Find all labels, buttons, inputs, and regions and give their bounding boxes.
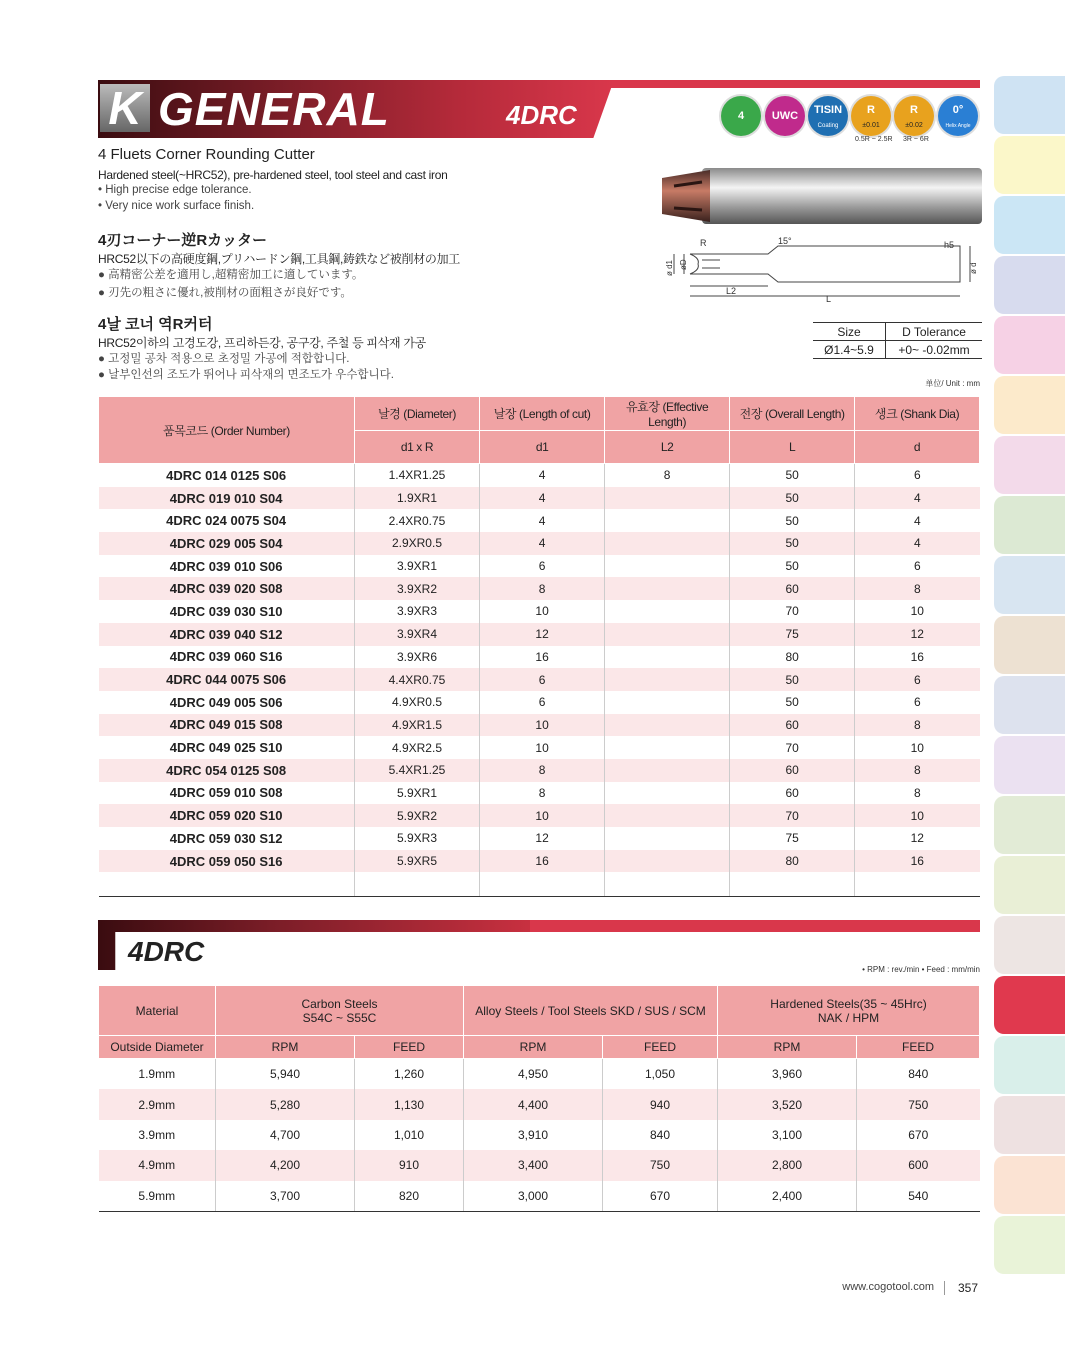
- uwc-badge: UWC: [765, 96, 805, 136]
- table-cell: 80: [730, 646, 855, 669]
- table-cell: 4DRC 024 0075 S04: [166, 513, 287, 529]
- table-cell: 4: [480, 487, 605, 510]
- table-cell: 8: [480, 577, 605, 600]
- radius-tolerance-badge: R ±0.01: [851, 96, 891, 136]
- table-cell: 4DRC 014 0125 S06: [166, 467, 287, 483]
- coating-badge: TISIN Coating: [808, 96, 848, 136]
- col-feed: FEED: [603, 1036, 718, 1059]
- table-cell: [605, 487, 730, 510]
- kr-subtitle: HRC52이하의 고경도강, 프리하든강, 공구강, 주철 등 피삭재 가공: [98, 336, 426, 350]
- side-tab[interactable]: [994, 196, 1065, 254]
- col-hardened-steels: Hardened Steels(35 ~ 45Hrc) NAK / HPM: [718, 986, 980, 1036]
- col-rpm: RPM: [216, 1036, 355, 1059]
- table-cell: [605, 577, 730, 600]
- table-cell: 1.9mm: [138, 1067, 176, 1082]
- radius-tolerance-badge: R ±0.02: [894, 96, 934, 136]
- sub-diameter: d1 x R: [354, 431, 479, 464]
- en-title: 4 Fluets Corner Rounding Cutter: [98, 146, 315, 163]
- table-cell: 3.9mm: [138, 1127, 176, 1142]
- table-cell: 75: [730, 623, 855, 646]
- table-cell: 2,800: [718, 1150, 857, 1180]
- footer-site[interactable]: www.cogotool.com: [842, 1281, 934, 1293]
- table-cell: 10: [855, 804, 980, 827]
- table-row: [99, 736, 980, 759]
- table-cell: 5,940: [216, 1059, 355, 1090]
- kr-bullet: ● 날부인선의 조도가 뛰어나 피삭재의 면조도가 우수합니다.: [98, 369, 394, 381]
- table-cell: 600: [857, 1150, 980, 1180]
- table-cell: 5.9XR3: [354, 827, 479, 850]
- col-outside-diameter: Outside Diameter: [99, 1036, 216, 1059]
- col-alloy-steels: Alloy Steels / Tool Steels SKD / SUS / SCM: [464, 986, 718, 1036]
- table-cell: 5,280: [216, 1089, 355, 1119]
- table-cell: 3,400: [464, 1150, 603, 1180]
- table-cell: 50: [730, 509, 855, 532]
- table-cell: [605, 736, 730, 759]
- drawing-l2: L2: [726, 286, 737, 296]
- table-row: [99, 782, 980, 805]
- table-cell: [855, 872, 980, 897]
- table-cell: 80: [730, 850, 855, 873]
- table-cell: 2.9mm: [99, 1089, 216, 1119]
- table-cell: 3,520: [718, 1089, 857, 1119]
- table-cell: 6: [855, 555, 980, 578]
- table-cell: 50: [730, 555, 855, 578]
- table-cell: 4DRC 059 030 S12: [169, 830, 283, 846]
- en-bullet: • Very nice work surface finish.: [98, 200, 255, 212]
- table-cell: 4: [855, 509, 980, 532]
- table-cell: 50: [730, 464, 855, 487]
- table-cell: 16: [855, 850, 980, 873]
- table-cell: 4DRC 059 020 S10: [99, 804, 355, 827]
- table-cell: 1,130: [355, 1089, 464, 1119]
- table-row: [99, 509, 980, 532]
- table-cell: 1,010: [355, 1120, 464, 1150]
- side-tab[interactable]: [994, 916, 1065, 974]
- table-cell: [605, 532, 730, 555]
- table-row: [99, 577, 980, 600]
- side-tab[interactable]: [994, 1156, 1065, 1214]
- tolerance-header: D Tolerance: [886, 323, 983, 341]
- table-cell: 6: [855, 691, 980, 714]
- table-row: [99, 532, 980, 555]
- helix-angle-badge: 0° Helix Angle: [938, 96, 978, 136]
- table-row: [99, 1089, 980, 1119]
- col-overall-length: 전장 (Overall Length): [730, 397, 855, 431]
- drawing-D: øD: [679, 259, 688, 270]
- table-row: [99, 714, 980, 737]
- table-cell: [605, 714, 730, 737]
- page-title: GENERAL: [158, 83, 390, 135]
- table-cell: [605, 646, 730, 669]
- tool-image: [662, 164, 982, 228]
- table-cell: 5.9XR2: [354, 804, 479, 827]
- col-carbon-steels: Carbon Steels S54C ~ S55C: [216, 986, 464, 1036]
- table-cell: 4DRC 059 050 S16: [99, 850, 355, 873]
- table-cell: 70: [730, 804, 855, 827]
- table-cell: 840: [603, 1120, 718, 1150]
- table-cell: 4DRC 039 030 S10: [169, 603, 283, 619]
- table-cell: [99, 872, 355, 897]
- order-table-body: [99, 464, 980, 897]
- side-tab[interactable]: [994, 1216, 1065, 1274]
- table-cell: 750: [603, 1150, 718, 1180]
- table-row: [99, 600, 980, 623]
- table-cell: 8: [855, 714, 980, 737]
- table-cell: 4.9mm: [99, 1150, 216, 1180]
- table-cell: 12: [855, 827, 980, 850]
- section2-title: 4DRC: [128, 936, 205, 967]
- en-bullet: • High precise edge tolerance.: [98, 184, 252, 196]
- col-material: Material: [99, 986, 216, 1036]
- table-cell: [605, 691, 730, 714]
- cutting-conditions-table: [98, 985, 980, 1212]
- sub-effective-length: L2: [605, 431, 730, 464]
- table-cell: 4DRC 049 005 S06: [169, 694, 283, 710]
- side-tab[interactable]: [994, 676, 1065, 734]
- table-cell: 4: [855, 532, 980, 555]
- tool-drawing: [660, 236, 982, 304]
- table-cell: [605, 782, 730, 805]
- kr-title: 4날 코너 역R커터: [98, 316, 213, 333]
- table-cell: 1,260: [355, 1059, 464, 1090]
- table-cell: 75: [730, 827, 855, 850]
- table-cell: 3,100: [718, 1120, 857, 1150]
- table-cell: 60: [730, 714, 855, 737]
- table-cell: 8: [855, 759, 980, 782]
- table-cell: 5.9XR5: [354, 850, 479, 873]
- side-tab[interactable]: [994, 76, 1065, 134]
- side-tab[interactable]: [994, 136, 1065, 194]
- sub-length-of-cut: d1: [480, 431, 605, 464]
- table-cell: 3,000: [464, 1181, 603, 1212]
- table-cell: 3.9XR3: [354, 600, 479, 623]
- side-tab[interactable]: [994, 1036, 1065, 1094]
- table-cell: 8: [855, 577, 980, 600]
- table-cell: 4.9XR2.5: [354, 736, 479, 759]
- table-cell: 8: [480, 782, 605, 805]
- table-cell: 6: [480, 691, 605, 714]
- en-subtitle: Hardened steel(~HRC52), pre-hardened steel, tool steel and cast iron: [98, 168, 448, 182]
- side-tab[interactable]: [994, 256, 1065, 314]
- product-code: 4DRC: [506, 100, 577, 130]
- table-cell: 4DRC 049 015 S08: [99, 714, 355, 737]
- table-cell: 12: [480, 623, 605, 646]
- table-cell: 4DRC 049 025 S10: [169, 740, 283, 756]
- kr-bullet: ● 고정밀 공차 적용으로 초정밀 가공에 적합합니다.: [98, 353, 350, 365]
- col-feed: FEED: [355, 1036, 464, 1059]
- col-order-number: 품목코드 (Order Number): [99, 397, 355, 464]
- side-tab[interactable]: [994, 496, 1065, 554]
- table-cell: 60: [730, 759, 855, 782]
- table-row: [99, 691, 980, 714]
- jp-bullet: ● 高精密公差を適用し,超精密加工に適しています。: [98, 269, 364, 281]
- table-cell: 3,700: [216, 1181, 355, 1212]
- footer-divider: [944, 1281, 945, 1295]
- size-value: Ø1.4~5.9: [813, 341, 886, 359]
- table-cell: 70: [730, 600, 855, 623]
- order-table: [98, 396, 980, 897]
- table-cell: 50: [730, 532, 855, 555]
- table-row: [99, 646, 980, 669]
- jp-title: 4刃コーナー逆Rカッター: [98, 232, 268, 249]
- table-cell: 4,200: [216, 1150, 355, 1180]
- table-cell: 6: [480, 555, 605, 578]
- col-feed: FEED: [857, 1036, 980, 1059]
- table-cell: 16: [480, 850, 605, 873]
- flute-count-badge: 4: [721, 96, 761, 136]
- table-cell: 4,950: [464, 1059, 603, 1090]
- table-cell: 10: [480, 600, 605, 623]
- table-cell: [605, 759, 730, 782]
- side-tab[interactable]: [994, 616, 1065, 674]
- col-diameter: 날경 (Diameter): [354, 397, 479, 431]
- side-tabs: [994, 76, 1065, 1276]
- k-logo: K: [100, 84, 150, 132]
- side-tab[interactable]: [994, 436, 1065, 494]
- table-cell: 4DRC 059 010 S08: [169, 785, 283, 801]
- drawing-r: R: [700, 238, 707, 248]
- table-cell: 60: [730, 577, 855, 600]
- side-tab[interactable]: [994, 736, 1065, 794]
- table-cell: 4DRC 029 005 S04: [99, 532, 355, 555]
- table-row: [99, 1181, 980, 1212]
- side-tab[interactable]: [994, 856, 1065, 914]
- table-cell: 6: [480, 668, 605, 691]
- table-cell: 16: [480, 646, 605, 669]
- jp-bullet: ● 刃先の粗さに優れ,被削材の面粗さが良好です。: [98, 287, 352, 299]
- col-length-of-cut: 날장 (Length of cut): [480, 397, 605, 431]
- table-cell: 4: [855, 487, 980, 510]
- table-cell: 4DRC 044 0075 S06: [99, 668, 355, 691]
- table-row: [99, 1150, 980, 1180]
- table-cell: 670: [603, 1181, 718, 1212]
- table-cell: 4DRC 039 040 S12: [99, 623, 355, 646]
- table-cell: [730, 872, 855, 897]
- tolerance-value: +0~ -0.02mm: [886, 341, 983, 359]
- table-cell: 10: [480, 714, 605, 737]
- table-cell: [480, 872, 605, 897]
- side-tab[interactable]: [994, 376, 1065, 434]
- drawing-h5: h5: [944, 240, 955, 250]
- table-cell: 6: [855, 668, 980, 691]
- table-cell: 3,910: [464, 1120, 603, 1150]
- table-cell: 50: [730, 487, 855, 510]
- side-tab[interactable]: [994, 1096, 1065, 1154]
- table-row-empty: [99, 872, 980, 897]
- table-row: [99, 464, 980, 487]
- table-cell: 5.9XR1: [354, 782, 479, 805]
- table-cell: 5.9mm: [99, 1181, 216, 1212]
- col-shank-dia: 생크 (Shank Dia): [855, 397, 980, 431]
- table-cell: 2.4XR0.75: [354, 509, 479, 532]
- table-cell: 50: [730, 691, 855, 714]
- units-note: • RPM : rev./min • Feed : mm/min: [862, 965, 980, 974]
- col-effective-length: 유효장 (Effective Length): [605, 397, 730, 431]
- side-tab-active[interactable]: [994, 976, 1065, 1034]
- table-cell: 1,050: [603, 1059, 718, 1090]
- table-cell: [605, 804, 730, 827]
- table-cell: 60: [730, 782, 855, 805]
- table-cell: 4DRC 039 020 S08: [99, 577, 355, 600]
- table-cell: 12: [855, 623, 980, 646]
- table-cell: 10: [480, 736, 605, 759]
- table-row: [99, 487, 980, 510]
- table-cell: 750: [857, 1089, 980, 1119]
- table-cell: 4: [480, 509, 605, 532]
- table-cell: 1.4XR1.25: [354, 464, 479, 487]
- table-cell: 3.9XR1: [354, 555, 479, 578]
- table-cell: 6: [855, 464, 980, 487]
- table-cell: 540: [857, 1181, 980, 1212]
- table-cell: 8: [605, 464, 730, 487]
- table-row: [99, 555, 980, 578]
- table-cell: 3,960: [718, 1059, 857, 1090]
- table-cell: 4DRC 054 0125 S08: [99, 759, 355, 782]
- unit-note: 单位/ Unit : mm: [925, 379, 980, 388]
- table-cell: 3.9XR4: [354, 623, 479, 646]
- sub-shank-dia: d: [855, 431, 980, 464]
- table-cell: [605, 623, 730, 646]
- table-cell: 10: [855, 600, 980, 623]
- table-row: [99, 668, 980, 691]
- table-cell: [605, 827, 730, 850]
- page-number: 357: [958, 1281, 979, 1295]
- table-cell: 4DRC 039 060 S16: [169, 649, 283, 665]
- table-cell: 4,700: [216, 1120, 355, 1150]
- table-cell: 2,400: [718, 1181, 857, 1212]
- table-row: [99, 1120, 980, 1150]
- drawing-d1: ø d1: [665, 259, 674, 276]
- table-cell: 10: [855, 736, 980, 759]
- table-cell: [605, 668, 730, 691]
- table-cell: [605, 600, 730, 623]
- table-cell: 4DRC 019 010 S04: [99, 487, 355, 510]
- table-cell: 670: [857, 1120, 980, 1150]
- table-row: [99, 804, 980, 827]
- cutting-table-body: [99, 1059, 980, 1212]
- table-cell: 4.4XR0.75: [354, 668, 479, 691]
- table-cell: 910: [355, 1150, 464, 1180]
- table-cell: 12: [480, 827, 605, 850]
- badge-note: 0.5R ~ 2.5R: [855, 136, 893, 143]
- table-cell: [605, 509, 730, 532]
- table-cell: 840: [857, 1059, 980, 1090]
- drawing-angle: 15°: [778, 236, 792, 246]
- table-cell: 4,400: [464, 1089, 603, 1119]
- table-cell: 4: [480, 532, 605, 555]
- drawing-l: L: [826, 294, 832, 304]
- drawing-d: ø d: [969, 262, 978, 274]
- table-cell: 5.4XR1.25: [354, 759, 479, 782]
- col-rpm: RPM: [464, 1036, 603, 1059]
- table-cell: 10: [480, 804, 605, 827]
- table-cell: 50: [730, 668, 855, 691]
- sub-overall-length: L: [730, 431, 855, 464]
- table-cell: 70: [730, 736, 855, 759]
- jp-subtitle: HRC52以下の高硬度鋼,プリハードン鋼,工具鋼,鋳鉄など被削材の加工: [98, 252, 461, 266]
- table-row: [99, 850, 980, 873]
- badge-note: 3R ~ 6R: [903, 136, 929, 143]
- table-cell: 3.9XR2: [354, 577, 479, 600]
- table-cell: 3.9XR6: [354, 646, 479, 669]
- table-row: [99, 1059, 980, 1090]
- table-cell: 1.9XR1: [354, 487, 479, 510]
- table-cell: 8: [855, 782, 980, 805]
- table-row: [99, 827, 980, 850]
- table-row: [99, 759, 980, 782]
- table-cell: 940: [603, 1089, 718, 1119]
- table-cell: [605, 850, 730, 873]
- side-tab[interactable]: [994, 796, 1065, 854]
- table-cell: 16: [855, 646, 980, 669]
- table-cell: 2.9XR0.5: [354, 532, 479, 555]
- table-cell: [605, 555, 730, 578]
- table-cell: 4.9XR0.5: [354, 691, 479, 714]
- size-header: Size: [813, 323, 886, 341]
- side-tab[interactable]: [994, 556, 1065, 614]
- side-tab[interactable]: [994, 316, 1065, 374]
- col-rpm: RPM: [718, 1036, 857, 1059]
- table-cell: 4: [480, 464, 605, 487]
- table-cell: 4DRC 039 010 S06: [169, 558, 283, 574]
- table-cell: 820: [355, 1181, 464, 1212]
- table-cell: 8: [480, 759, 605, 782]
- table-row: [99, 623, 980, 646]
- table-cell: 4.9XR1.5: [354, 714, 479, 737]
- size-tolerance-table: [813, 322, 982, 359]
- table-cell: [605, 872, 730, 897]
- table-cell: [354, 872, 479, 897]
